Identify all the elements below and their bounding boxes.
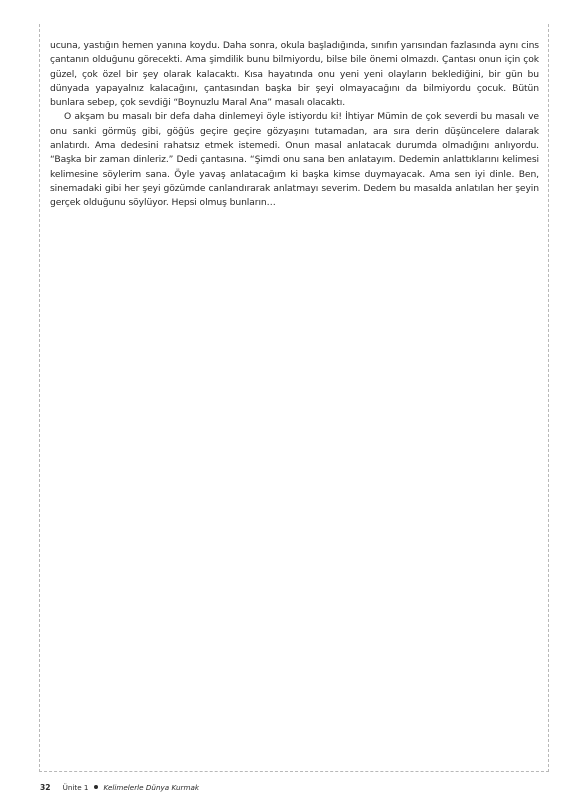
paragraph-1: ucuna, yastığın hemen yanına koydu. Daha sonra, okula başladığında, sınıfın yarısından fazlasında aynı cins çantanın olduğunu görecekti. Ama şimdilik bunu bilmiyordu, bilse bile önemi olmazdı. Çantası onun için çok güzel, çok özel bir şey olarak kalacaktı. Kısa hayatında onu yeni yeni olayların beklediğini, bir gün bu dünyada yapayalnız kalacağını, çantasından başka bir şeyi olmayacağını da bilmiyordu çocuk. Bütün bunlara sebep, çok sevdiği “Boynuzlu Maral Ana” masalı olacaktı. bbox=[50, 40, 539, 109]
bullet-icon bbox=[94, 785, 98, 789]
unit-title: Kelimelerle Dünya Kurmak bbox=[103, 782, 200, 792]
unit-label: Ünite 1 bbox=[62, 782, 89, 792]
paragraph-2: O akşam bu masalı bir defa daha dinlemeyi öyle istiyordu ki! İhtiyar Mümin de çok severdi bu masalı ve onu sanki görmüş gibi, göğüs geçire geçire gözyaşını tutamadan, ara sıra derin düşüncelere dalarak anlatırdı. Ama dedesini rahatsız etmek istemedi. Onun masal anlatacak durumda olmadığını anlıyordu. “Başka bir zaman dinleriz.” Dedi çantasına. “Şimdi onu sana ben anlatayım. Dedemin anlattıklarını kelimesi kelimesine söylerim sana. Öyle yavaş anlatacağım ki başka kimse duymayacak. Ama sen iyi dinle. Ben, sinemadaki gibi her şeyi gözümde canlandırarak anlatmayı severim. Dedem bu masalda anlatılan her şeyin gerçek olduğunu söylüyor. Hepsi olmuş bunların… bbox=[50, 111, 539, 209]
story-text bbox=[50, 39, 539, 211]
page-footer bbox=[40, 781, 199, 793]
page-number: 32 bbox=[40, 782, 51, 792]
